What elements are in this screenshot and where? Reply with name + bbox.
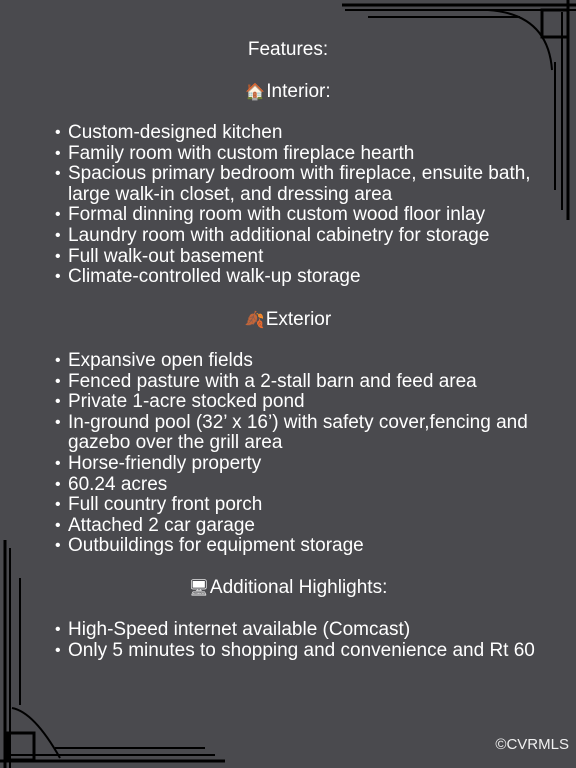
copyright-watermark: ©CVRMLS <box>495 736 569 753</box>
exterior-feature-list <box>54 351 554 557</box>
list-item: • Full country front porch <box>54 495 554 516</box>
list-item: • Expansive open fields <box>54 351 554 372</box>
additional-highlights-list <box>54 620 554 661</box>
list-item: • Attached 2 car garage <box>54 516 554 537</box>
list-item: • Family room with custom fireplace hearth <box>54 144 554 165</box>
section-heading-label: Additional Highlights: <box>209 577 388 598</box>
list-item: • Custom-designed kitchen <box>54 123 554 144</box>
interior-feature-list <box>54 123 554 288</box>
leaves-icon: 🍂 <box>244 310 265 329</box>
section-heading-additional-highlights <box>0 577 576 599</box>
house-icon: 🏠 <box>245 82 266 101</box>
computer-icon: 🖥 <box>188 578 209 597</box>
section-heading-interior <box>0 81 576 103</box>
section-heading-label: Interior: <box>266 81 331 102</box>
list-item: • Private 1-acre stocked pond <box>54 392 554 413</box>
list-item: • Only 5 minutes to shopping and convenience and Rt 60 <box>54 641 554 662</box>
section-heading-exterior <box>0 309 576 331</box>
list-item: • Horse-friendly property <box>54 454 554 475</box>
page-title: Features: <box>247 39 329 60</box>
list-item: • Spacious primary bedroom with fireplace, ensuite bath, large walk-in closet, and dressing area <box>54 164 554 205</box>
list-item: • Full walk-out basement <box>54 247 554 268</box>
section-heading-label: Exterior <box>265 309 332 330</box>
list-item: • Climate-controlled walk-up storage <box>54 267 554 288</box>
list-item: • Outbuildings for equipment storage <box>54 536 554 557</box>
list-item: • High-Speed internet available (Comcast) <box>54 620 554 641</box>
list-item: • Fenced pasture with a 2-stall barn and feed area <box>54 372 554 393</box>
list-item: • In-ground pool (32’ x 16’) with safety cover,fencing and gazebo over the grill area <box>54 413 554 454</box>
list-item: • 60.24 acres <box>54 475 554 496</box>
list-item: • Laundry room with additional cabinetry for storage <box>54 226 554 247</box>
list-item: • Formal dinning room with custom wood floor inlay <box>54 205 554 226</box>
